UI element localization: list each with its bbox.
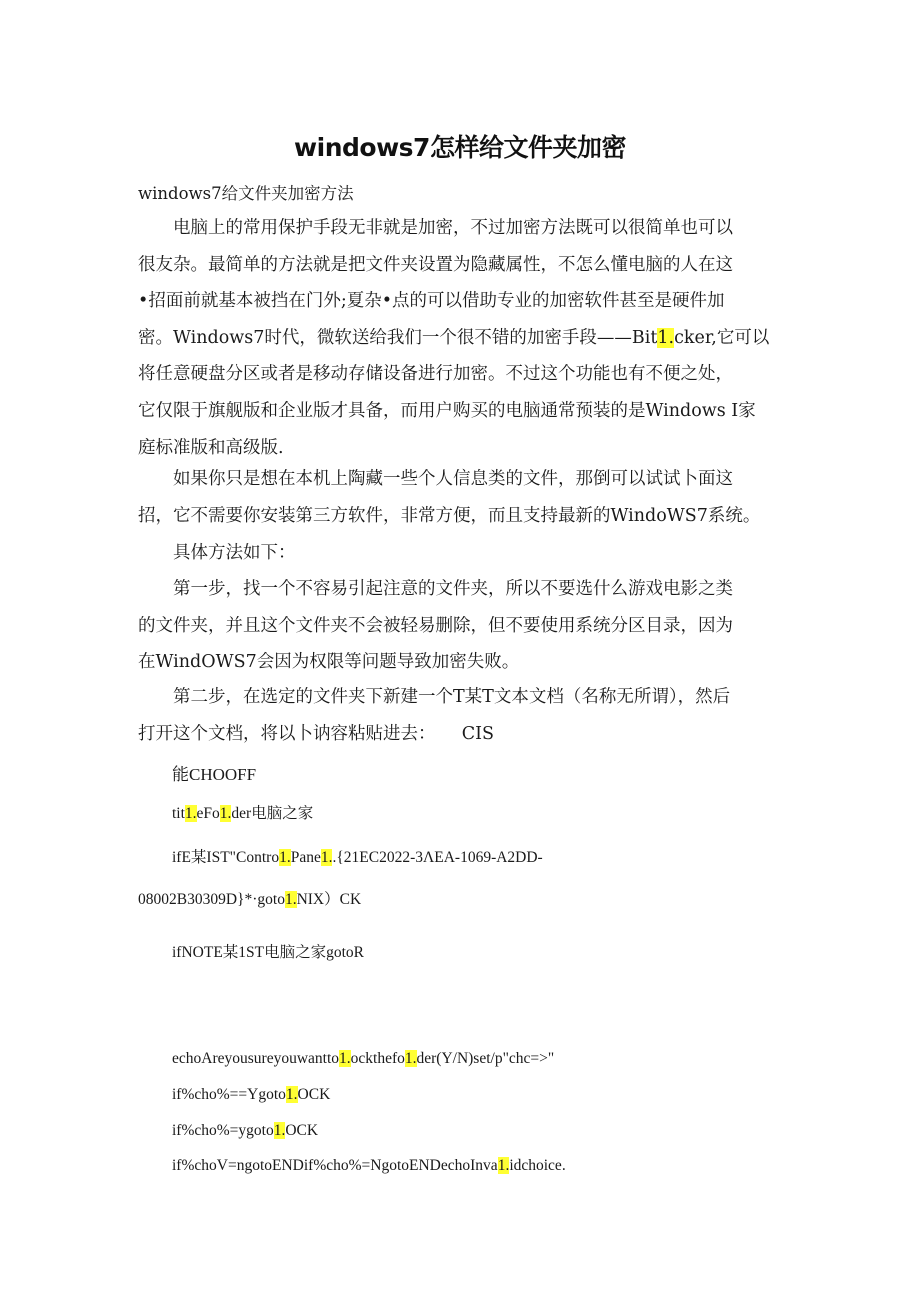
code-line xyxy=(138,887,361,909)
text-line: 第一步，找一个不容易引起注意的文件夹，所以不要选什么游戏电影之类 xyxy=(138,579,733,599)
paragraph-method xyxy=(138,535,778,572)
text-line: 庭标准版和高级版. xyxy=(138,437,284,458)
document-title: windows7怎样给文件夹加密 xyxy=(294,133,626,162)
paragraph-intro xyxy=(138,210,778,466)
code-segment: OCK xyxy=(285,1122,319,1139)
text-line: 招，它不需要你安装第三方软件，非常方便，而且支持最新的WindoWS7系统。 xyxy=(138,505,761,526)
code-segment: eFo xyxy=(196,805,220,822)
paragraph-step-two xyxy=(138,679,778,752)
highlighted-text: 1. xyxy=(339,1050,351,1067)
text-segment: 密。Windows7时代，微软送给我们一个很不错的加密手段——Bit xyxy=(138,327,658,348)
text-line: •招面前就基本被挡在门外;夏杂•点的可以借助专业的加密软件甚至是硬件加 xyxy=(138,291,725,312)
code-segment: der(Y/N)set/p"chc=>" xyxy=(416,1050,555,1067)
paragraph-step-one xyxy=(138,571,778,681)
code-segment: echoAreyousureyouwantto xyxy=(172,1050,340,1067)
code-line xyxy=(172,1122,318,1140)
code-segment: idchoice. xyxy=(509,1157,566,1174)
code-line xyxy=(172,1157,566,1175)
text-line: 在WindOWS7会因为权限等问题导致加密失败。 xyxy=(138,652,520,673)
code-segment: if%cho%==Ygoto xyxy=(172,1086,286,1103)
text-line: 打开这个文档，将以卜讷容粘贴进去： CIS xyxy=(138,723,495,744)
highlighted-text: 1. xyxy=(497,1157,510,1174)
paragraph-usage xyxy=(138,461,778,534)
code-segment: if%choV=ngotoENDif%cho%=NgotoENDechoInva xyxy=(172,1157,498,1174)
highlighted-text: 1. xyxy=(657,327,675,348)
code-segment: der电脑之家 xyxy=(231,805,314,822)
code-segment: NIX）CK xyxy=(296,891,362,908)
text-segment: cker,它可以 xyxy=(674,327,770,348)
code-line xyxy=(172,1050,554,1068)
code-line: ifNOTE某1ST电脑之家gotoR xyxy=(172,944,365,961)
code-segment: OCK xyxy=(297,1086,331,1103)
highlighted-text: 1. xyxy=(219,805,232,822)
highlighted-text: 1. xyxy=(184,805,197,822)
text-line: 电脑上的常用保护手段无非就是加密，不过加密方法既可以很简单也可以 xyxy=(138,218,733,238)
text-line: 很友杂。最简单的方法就是把文件夹设置为隐藏属性，不怎么懂电脑的人在这 xyxy=(138,254,733,275)
document-subtitle: windows7给文件夹加密方法 xyxy=(138,184,354,203)
code-segment: Pane xyxy=(290,849,321,866)
code-segment: 08002B30309D}*·goto xyxy=(138,891,285,908)
highlighted-text: 1. xyxy=(320,849,333,866)
text-line: 具体方法如下： xyxy=(138,543,296,563)
text-line: 将任意硬盘分区或者是移动存储设备进行加密。不过这个功能也有不便之处， xyxy=(138,364,733,385)
text-line: 第二步，在选定的文件夹下新建一个T某T文本文档（名称无所谓），然后 xyxy=(138,687,731,707)
highlighted-text: 1. xyxy=(284,891,297,908)
code-segment: if%cho%=ygoto xyxy=(172,1122,274,1139)
highlighted-text: 1. xyxy=(273,1122,286,1139)
text-line: 如果你只是想在本机上陶藏一些个人信息类的文件，那倒可以试试卜面这 xyxy=(138,469,733,489)
text-line xyxy=(138,320,778,357)
code-line xyxy=(172,801,313,823)
code-line xyxy=(172,1086,330,1104)
code-line xyxy=(172,845,543,867)
code-segment: ifE某IST"Contro xyxy=(172,849,280,866)
text-line: 的文件夹，并且这个文件夹不会被轻易删除，但不要使用系统分区目录，因为 xyxy=(138,615,733,636)
code-segment: .{21EC2022-3ΛEA-1069-A2DD- xyxy=(332,849,543,866)
highlighted-text: 1. xyxy=(404,1050,417,1067)
code-line: 能CHOOFF xyxy=(172,765,257,784)
code-segment: ockthefo xyxy=(350,1050,405,1067)
highlighted-text: 1. xyxy=(285,1086,298,1103)
code-segment: tit xyxy=(172,805,185,822)
highlighted-text: 1. xyxy=(279,849,291,866)
text-line: 它仅限于旗舰版和企业版才具备，而用户购买的电脑通常预装的是Windows I家 xyxy=(138,400,756,421)
